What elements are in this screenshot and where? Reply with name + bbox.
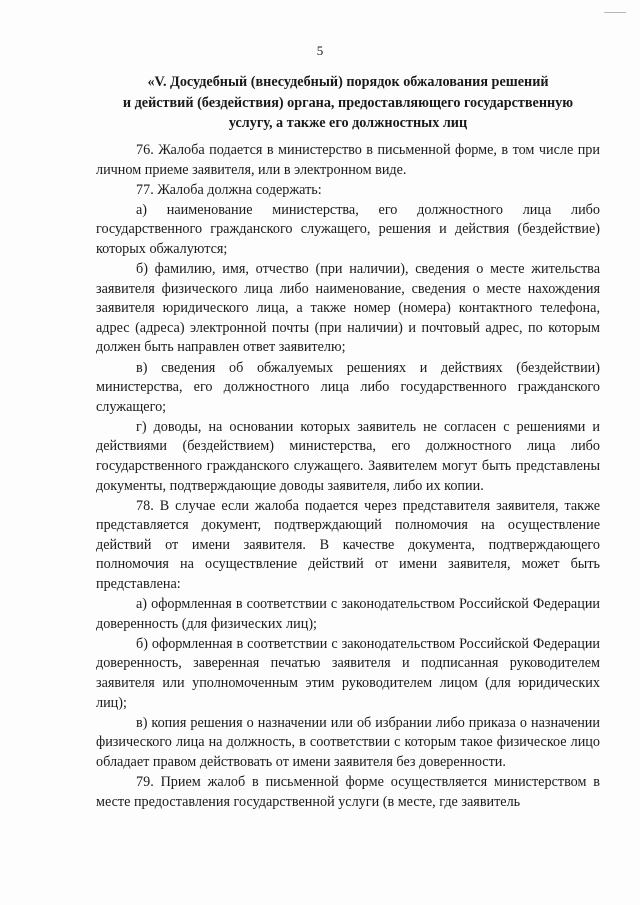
paragraph-78-a: а) оформленная в соответствии с законодательством Российской Федерации доверенность (для физических лиц);	[96, 596, 600, 632]
paragraph-77: 77. Жалоба должна содержать:	[136, 181, 322, 198]
page-number: 5	[316, 43, 324, 58]
paragraph-77-b: б) фамилию, имя, отчество (при наличии), сведения о месте жительства заявителя физического лица либо наименование, сведения о месте нахождения заявителя юридического лица, а также номер (номера) контактного телефона, адрес (адреса) электронной почты (при наличии) и почтовый адрес, по которым должен быть направлен ответ заявителю;	[96, 261, 600, 356]
section-heading	[96, 72, 600, 134]
paragraph-76: 76. Жалоба подается в министерство в письменной форме, в том числе при личном приеме заявителя, или в электронном виде.	[96, 142, 600, 178]
paragraph-77-v: в) сведения об обжалуемых решениях и действиях (бездействии) министерства, его должностного лица либо государственного гражданского служащего;	[96, 359, 600, 415]
scan-corner-mark	[604, 12, 626, 13]
paragraph-78-v: в) копия решения о назначении или об избрании либо приказа о назначении физического лица на должность, в соответствии с которым такое физическое лицо обладает правом действовать от имени заявителя без доверенности.	[96, 714, 600, 770]
paragraph-77-g: г) доводы, на основании которых заявитель не согласен с решениями и действиями (бездействием) министерства, его должностного лица либо государственного гражданского служащего. Заявителем могут быть представлены документы, подтверждающие доводы заявителя, либо их копии.	[96, 418, 600, 494]
paragraph-79: 79. Прием жалоб в письменной форме осуществляется министерством в месте предоставления государственной услуги (в месте, где заявитель	[96, 774, 600, 810]
heading-line: услугу, а также его должностных лиц	[228, 115, 468, 131]
document-body	[96, 141, 600, 812]
heading-line: и действий (бездействия) органа, предоставляющего государственную	[122, 94, 574, 111]
paragraph-78-b: б) оформленная в соответствии с законодательством Российской Федерации доверенность, заверенная печатью заявителя и подписанная руководителем заявителя или уполномоченным этим руководителем лицом (для юридических лиц);	[96, 635, 600, 711]
heading-line: «V. Досудебный (внесудебный) порядок обжалования решений	[147, 74, 549, 90]
paragraph-77-a: а) наименование министерства, его должностного лица либо государственного гражданского служащего, решения и действия (бездействие) которых обжалуются;	[96, 201, 600, 257]
paragraph-78: 78. В случае если жалоба подается через представителя заявителя, также представляется документ, подтверждающий полномочия на осуществление действий от имени заявителя. В качестве документа, подтверждающего полномочия на осуществление действий от имени заявителя, может быть представлена:	[96, 497, 600, 593]
